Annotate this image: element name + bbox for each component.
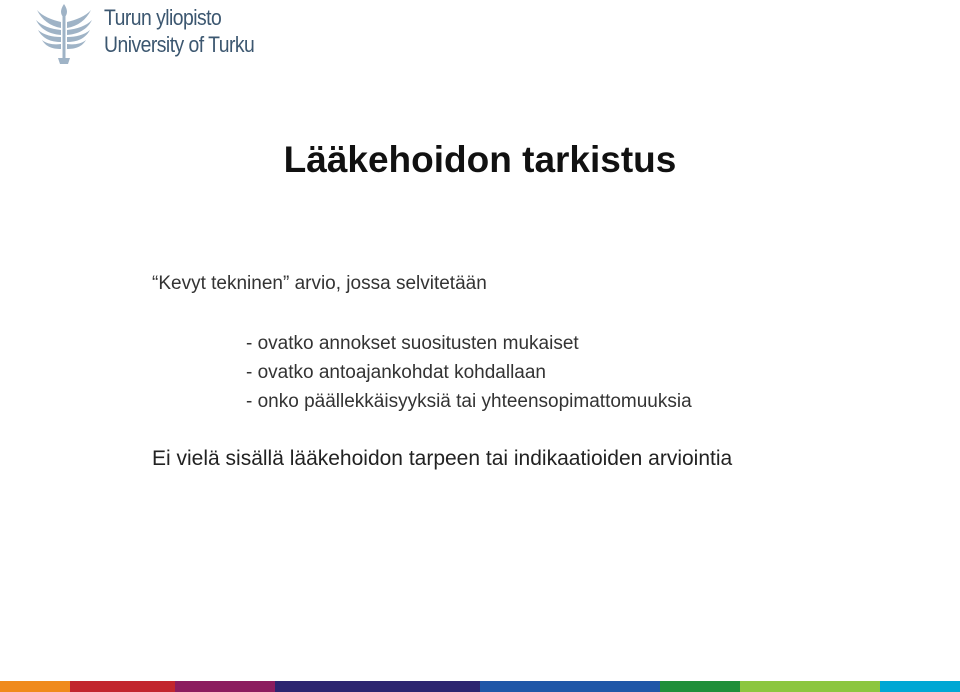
- torch-emblem-icon: [34, 2, 94, 66]
- logo-wordmark: [104, 4, 254, 58]
- note-text: Ei vielä sisällä lääkehoidon tarpeen tai indikaatioiden arviointia: [152, 447, 733, 470]
- color-bar-segment: [660, 681, 740, 692]
- logo-line-english: University of Turku: [104, 32, 255, 57]
- intro-text: “Kevyt tekninen” arvio, jossa selvitetään: [152, 273, 487, 294]
- slide-title: Lääkehoidon tarkistus: [283, 139, 677, 180]
- logo-line-finnish: Turun yliopisto: [104, 5, 222, 30]
- color-bar-segment: [275, 681, 480, 692]
- bullet-item: - ovatko antoajankohdat kohdallaan: [246, 362, 547, 383]
- color-bar-segment: [880, 681, 960, 692]
- university-logo: [34, 2, 274, 66]
- bullet-item: - onko päällekkäisyyksiä tai yhteensopimattomuuksia: [246, 391, 692, 412]
- footer-color-bar: [0, 681, 960, 692]
- color-bar-segment: [175, 681, 275, 692]
- bullet-item: - ovatko annokset suositusten mukaiset: [246, 333, 579, 354]
- color-bar-segment: [70, 681, 175, 692]
- color-bar-segment: [0, 681, 70, 692]
- color-bar-segment: [480, 681, 660, 692]
- bullet-list: [246, 329, 692, 416]
- color-bar-segment: [740, 681, 880, 692]
